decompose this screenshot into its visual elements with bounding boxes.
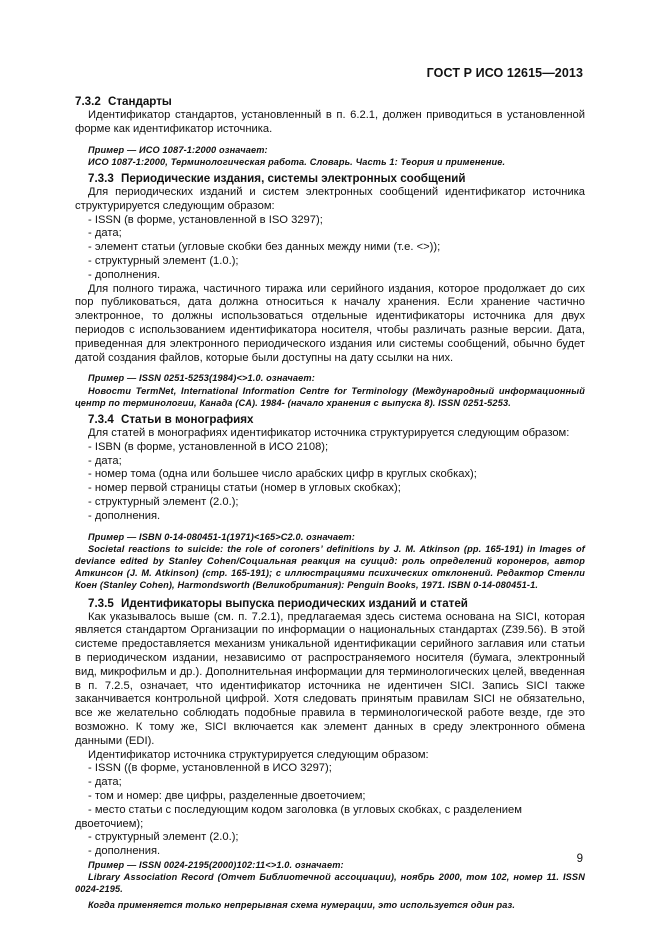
list-item: - дата; <box>75 455 585 469</box>
section-heading-7-3-4 <box>75 413 585 427</box>
paragraph: Как указывалось выше (см. п. 7.2.1), предлагаемая здесь система основана на SICI, которая является стандартом Организации по информации о национальных стандартах (Z39.56). В этой системе предоставляется механизм уникальной идентификации серийного заглавия или статьи в периодическом издании, независимо от распространяемого носителя (бумага, электронный вид, микрофильм и др.). Дополнительная информации для терминологических целей, введенная в п. 7.2.5, означает, что идентификатор источника не идентичен SICI. Запись SICI также заканчивается контрольной цифрой. Хотя следовать принятым правилам SICI не обязательно, все же желательно соблюдать подобные правила в терминологической работе везде, где это возможно. К тому же, SICI включается как элемент данных в среду электронного обмена данными (EDI). <box>75 610 585 747</box>
section-heading-7-3-2 <box>75 95 585 109</box>
list-item: - ISSN (в форме, установленной в ISO 3297); <box>75 214 585 228</box>
list-item: - ISBN (в форме, установленной в ИСО 2108); <box>75 441 585 455</box>
example-text: Library Association Record (Отчет Библиотечной ассоциации), ноябрь 2000, том 102, номер 11. ISSN 0024-2195. <box>75 872 585 895</box>
section-heading-7-3-5 <box>75 597 585 611</box>
example-text: ИСО 1087-1:2000, Терминологическая работа. Словарь. Часть 1: Теория и применение. <box>88 156 506 167</box>
list-item: - номер тома (одна или большее число арабских цифр в круглых скобках); <box>75 468 585 482</box>
section-number: 7.3.3 <box>88 172 114 185</box>
paragraph: Для периодических изданий и систем электронных сообщений идентификатор источника структурируется следующим образом: <box>75 186 585 212</box>
list-item: - дата; <box>75 227 585 241</box>
list-item: - дополнения. <box>75 845 585 859</box>
example-note: Когда применяется только непрерывная схема нумерации, это используется один раз. <box>88 899 516 910</box>
list-item: - дата; <box>75 776 585 790</box>
section-title: Стандарты <box>108 95 172 108</box>
list-item: - номер первой страницы статьи (номер в угловых скобках); <box>75 482 585 496</box>
paragraph: Для полного тиража, частичного тиража или серийного издания, которое продолжает до сих пор публиковаться, дата должна относиться к началу хранения. Если хранение частично электронное, то должны использоваться отдельные идентификаторы источника для двух периодов с использованием идентификатора носителя, чтобы различать разные версии. Дата, приведенная для электронного периодического издания или системы сообщений, обычно будет датой создания файлов, которые были доступны на дату ссылки на них. <box>75 282 585 364</box>
list-item: - дополнения. <box>75 269 585 283</box>
example-label: Пример — ISBN 0-14-080451-1(1971)<165>C2.0. означает: <box>88 531 355 542</box>
page-number: 9 <box>576 853 583 865</box>
example-text: Societal reactions to suicide: the role of coroners’ definitions by J. M. Atkinson (pp. 165-191) in Images of deviance edited by Stanley Cohen/Социальная реакция на суицид: роль определений коронеров, автор Аткинсон (J. M. Atkinson) (стр. 165-191); с иллюстрациями психических отклонений. Редактор Стенли Коен (Stanley Cohen), Harmondsworth (Великобритания): Penguin Books, 1971. ISBN 0-14-080451-1. <box>75 543 585 591</box>
list-item: - ISSN ((в форме, установленной в ИСО 3297); <box>75 762 585 776</box>
section-title: Статьи в монографиях <box>121 412 254 426</box>
page-content <box>75 95 585 911</box>
section-heading-7-3-3 <box>75 172 585 186</box>
list-item: - том и номер: две цифры, разделенные двоеточием; <box>75 790 585 804</box>
section-number: 7.3.2 <box>75 95 101 108</box>
list-item: - дополнения. <box>75 510 585 524</box>
list-item: - место статьи с последующим кодом заголовка (в угловых скобках, с разделением двоеточием); <box>75 804 585 832</box>
example-label: Пример — ISSN 0251-5253(1984)<>1.0. означает: <box>88 373 315 384</box>
section-number: 7.3.5 <box>88 596 114 610</box>
paragraph: Идентификатор источника структурируется следующим образом: <box>88 748 429 761</box>
standard-header: ГОСТ Р ИСО 12615—2013 <box>426 66 583 80</box>
example-text: Новости TermNet, International Information Centre for Terminology (Международный информационный центр по терминологии, Канада (CA). 1984- (начало хранения с выпуска 8). ISSN 0251-5253. <box>75 385 585 408</box>
list-item: - структурный элемент (2.0.); <box>75 831 585 845</box>
list-item: - структурный элемент (1.0.); <box>75 255 585 269</box>
example-label: Пример — ISSN 0024-2195(2000)102:11<>1.0. означает: <box>88 859 344 870</box>
list-item: - структурный элемент (2.0.); <box>75 496 585 510</box>
paragraph: Для статей в монографиях идентификатор источника структурируется следующим образом: <box>88 426 570 439</box>
section-number: 7.3.4 <box>88 412 114 426</box>
section-title: Периодические издания, системы электронных сообщений <box>121 172 466 185</box>
paragraph: Идентификатор стандартов, установленный в п. 6.2.1, должен приводиться в установленной форме как идентификатор источника. <box>75 109 585 135</box>
list-item: - элемент статьи (угловые скобки без данных между ними (т.е. <>)); <box>75 241 585 255</box>
example-label: Пример — ИСО 1087-1:2000 означает: <box>88 144 268 155</box>
section-title: Идентификаторы выпуска периодических изданий и статей <box>121 596 468 610</box>
